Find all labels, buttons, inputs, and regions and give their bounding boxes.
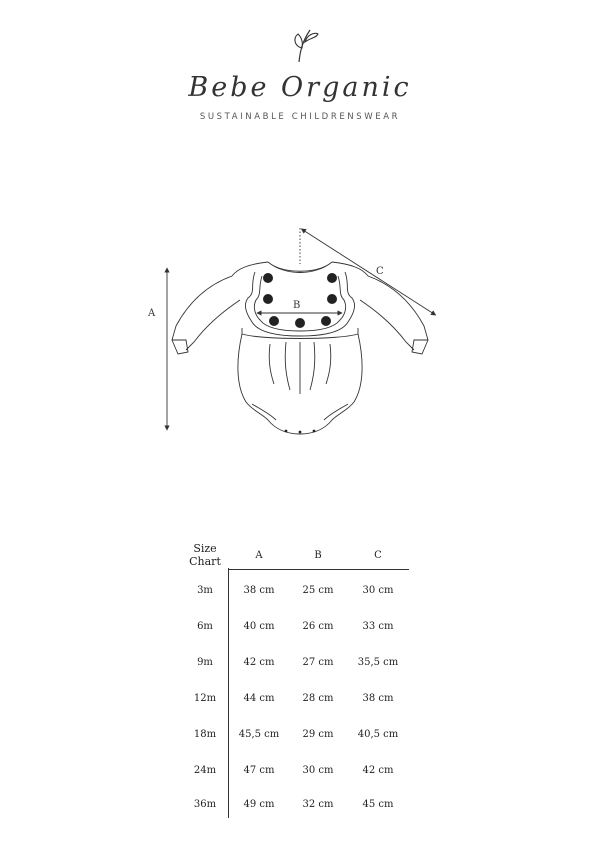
size-cell: 9m	[197, 657, 213, 668]
table-row	[176, 765, 416, 785]
measure-a-cell: 40 cm	[243, 621, 275, 632]
table-row	[176, 621, 416, 641]
size-cell: 6m	[197, 621, 213, 632]
measure-c-cell: 30 cm	[362, 585, 394, 596]
measure-b-cell: 26 cm	[302, 621, 334, 632]
measure-a-cell: 47 cm	[243, 765, 275, 776]
size-cell: 36m	[193, 799, 217, 810]
column-header-c: C	[374, 550, 382, 561]
measure-b-cell: 30 cm	[302, 765, 334, 776]
size-cell: 3m	[197, 585, 213, 596]
measure-a-cell: 49 cm	[243, 799, 275, 810]
measure-c-cell: 38 cm	[362, 693, 394, 704]
brand-name: Bebe Organic	[188, 72, 412, 103]
measure-b-cell: 25 cm	[302, 585, 334, 596]
measure-a-cell: 45,5 cm	[238, 729, 280, 740]
size-chart-corner-label: Size Chart	[189, 542, 221, 568]
measure-a-cell: 42 cm	[243, 657, 275, 668]
measure-c-cell: 45 cm	[362, 799, 394, 810]
dimension-label-c: C	[376, 266, 384, 277]
measure-a-cell: 44 cm	[243, 693, 275, 704]
measure-b-cell: 32 cm	[302, 799, 334, 810]
measure-b-cell: 28 cm	[302, 693, 334, 704]
measure-b-cell: 27 cm	[302, 657, 334, 668]
column-header-a: A	[255, 550, 263, 561]
table-header-divider	[228, 569, 409, 570]
dimension-label-a: A	[148, 308, 156, 319]
table-row	[176, 729, 416, 749]
measure-a-cell: 38 cm	[243, 585, 275, 596]
measure-b-cell: 29 cm	[302, 729, 334, 740]
size-cell: 18m	[193, 729, 217, 740]
table-row	[176, 657, 416, 677]
size-cell: 24m	[193, 765, 217, 776]
dimension-label-b: B	[293, 300, 301, 311]
table-row	[176, 585, 416, 605]
column-header-b: B	[314, 550, 322, 561]
measure-c-cell: 42 cm	[362, 765, 394, 776]
brand-tagline: SUSTAINABLE CHILDRENSWEAR	[199, 112, 401, 122]
table-row	[176, 799, 416, 819]
measure-c-cell: 40,5 cm	[357, 729, 399, 740]
measure-c-cell: 33 cm	[362, 621, 394, 632]
size-cell: 12m	[193, 693, 217, 704]
table-row	[176, 693, 416, 713]
measure-c-cell: 35,5 cm	[357, 657, 399, 668]
